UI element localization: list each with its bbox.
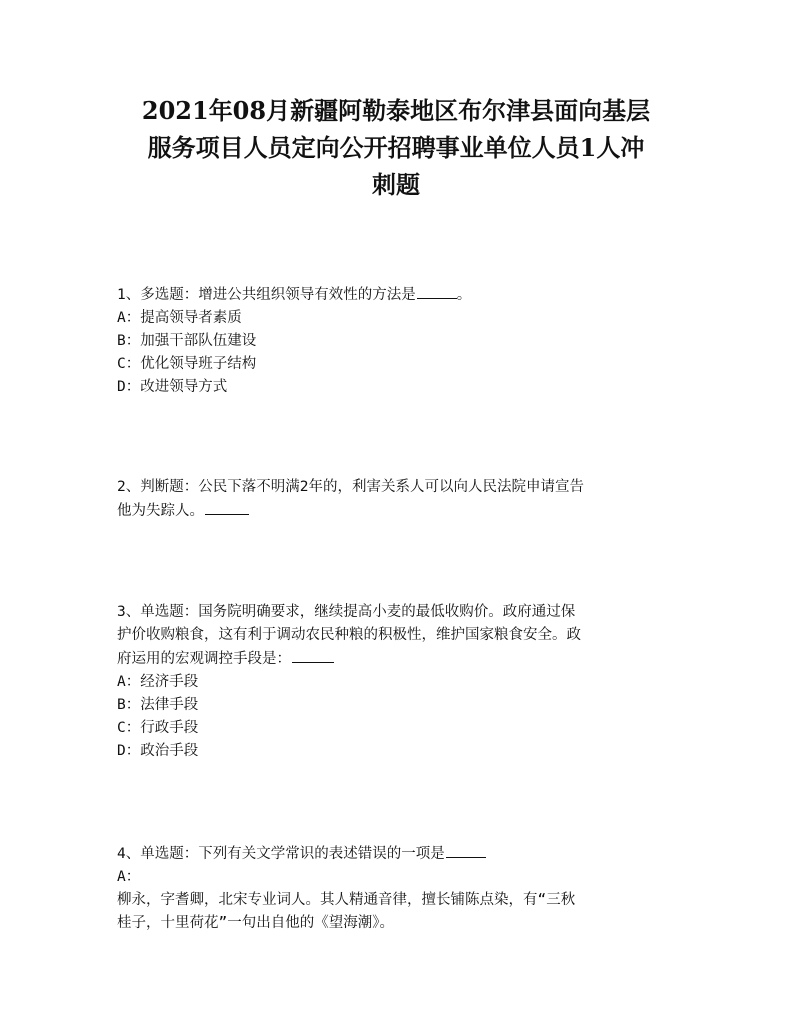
option-a: A：提高领导者素质: [117, 310, 242, 326]
option-a-text-line-1: 柳永，字耆卿，北宋专业词人。其人精通音律，擅长铺陈点染，有“三秋: [117, 892, 576, 908]
question-2: [117, 476, 687, 523]
answer-blank: [292, 647, 334, 663]
question-1-stem-text: 1、多选题：增进公共组织领导有效性的方法是: [117, 287, 416, 303]
answer-blank: [417, 283, 457, 299]
option-a-text-line-2: 桂子，十里荷花”一句出自他的《望海潮》。: [117, 915, 394, 931]
question-3-stem-line-2: 护价收购粮食，这有利于调动农民种粮的积极性，维护国家粮食安全。政: [117, 627, 581, 643]
title-line-1: 2021年08月新疆阿勒泰地区布尔津县面向基层: [141, 96, 651, 125]
answer-blank: [446, 842, 486, 858]
option-d: D：改进领导方式: [117, 379, 228, 395]
option-a: A：经济手段: [117, 674, 199, 690]
question-4-stem-text: 4、单选题：下列有关文学常识的表述错误的一项是: [117, 846, 445, 862]
title-line-2: 服务项目人员定向公开招聘事业单位人员1人冲: [147, 133, 645, 162]
question-3-stem-line-1: 3、单选题：国务院明确要求，继续提高小麦的最低收购价。政府通过保: [117, 604, 576, 620]
question-4-stem: [117, 842, 687, 866]
option-b: B：加强干部队伍建设: [117, 333, 257, 349]
option-c: C：优化领导班子结构: [117, 356, 257, 372]
question-3-stem-text: 府运用的宏观调控手段是：: [117, 651, 291, 667]
answer-blank: [205, 499, 249, 515]
question-1-stem: [117, 283, 687, 307]
question-1: [117, 283, 687, 399]
question-4: [117, 842, 687, 935]
question-3-stem-line-3: [117, 647, 687, 671]
option-b: B：法律手段: [117, 697, 199, 713]
question-1-stem-end: 。: [456, 287, 472, 303]
question-2-stem-line-1: 2、判断题：公民下落不明满2年的，利害关系人可以向人民法院申请宣告: [117, 479, 584, 495]
question-2-stem-line-2: [117, 499, 687, 523]
option-c: C：行政手段: [117, 720, 199, 736]
question-2-stem-text: 他为失踪人。: [117, 503, 204, 519]
option-d: D：政治手段: [117, 743, 199, 759]
document-title: [96, 92, 696, 203]
option-a-label: A：: [117, 869, 141, 885]
title-line-3: 刺题: [372, 170, 420, 199]
question-3: [117, 601, 687, 763]
